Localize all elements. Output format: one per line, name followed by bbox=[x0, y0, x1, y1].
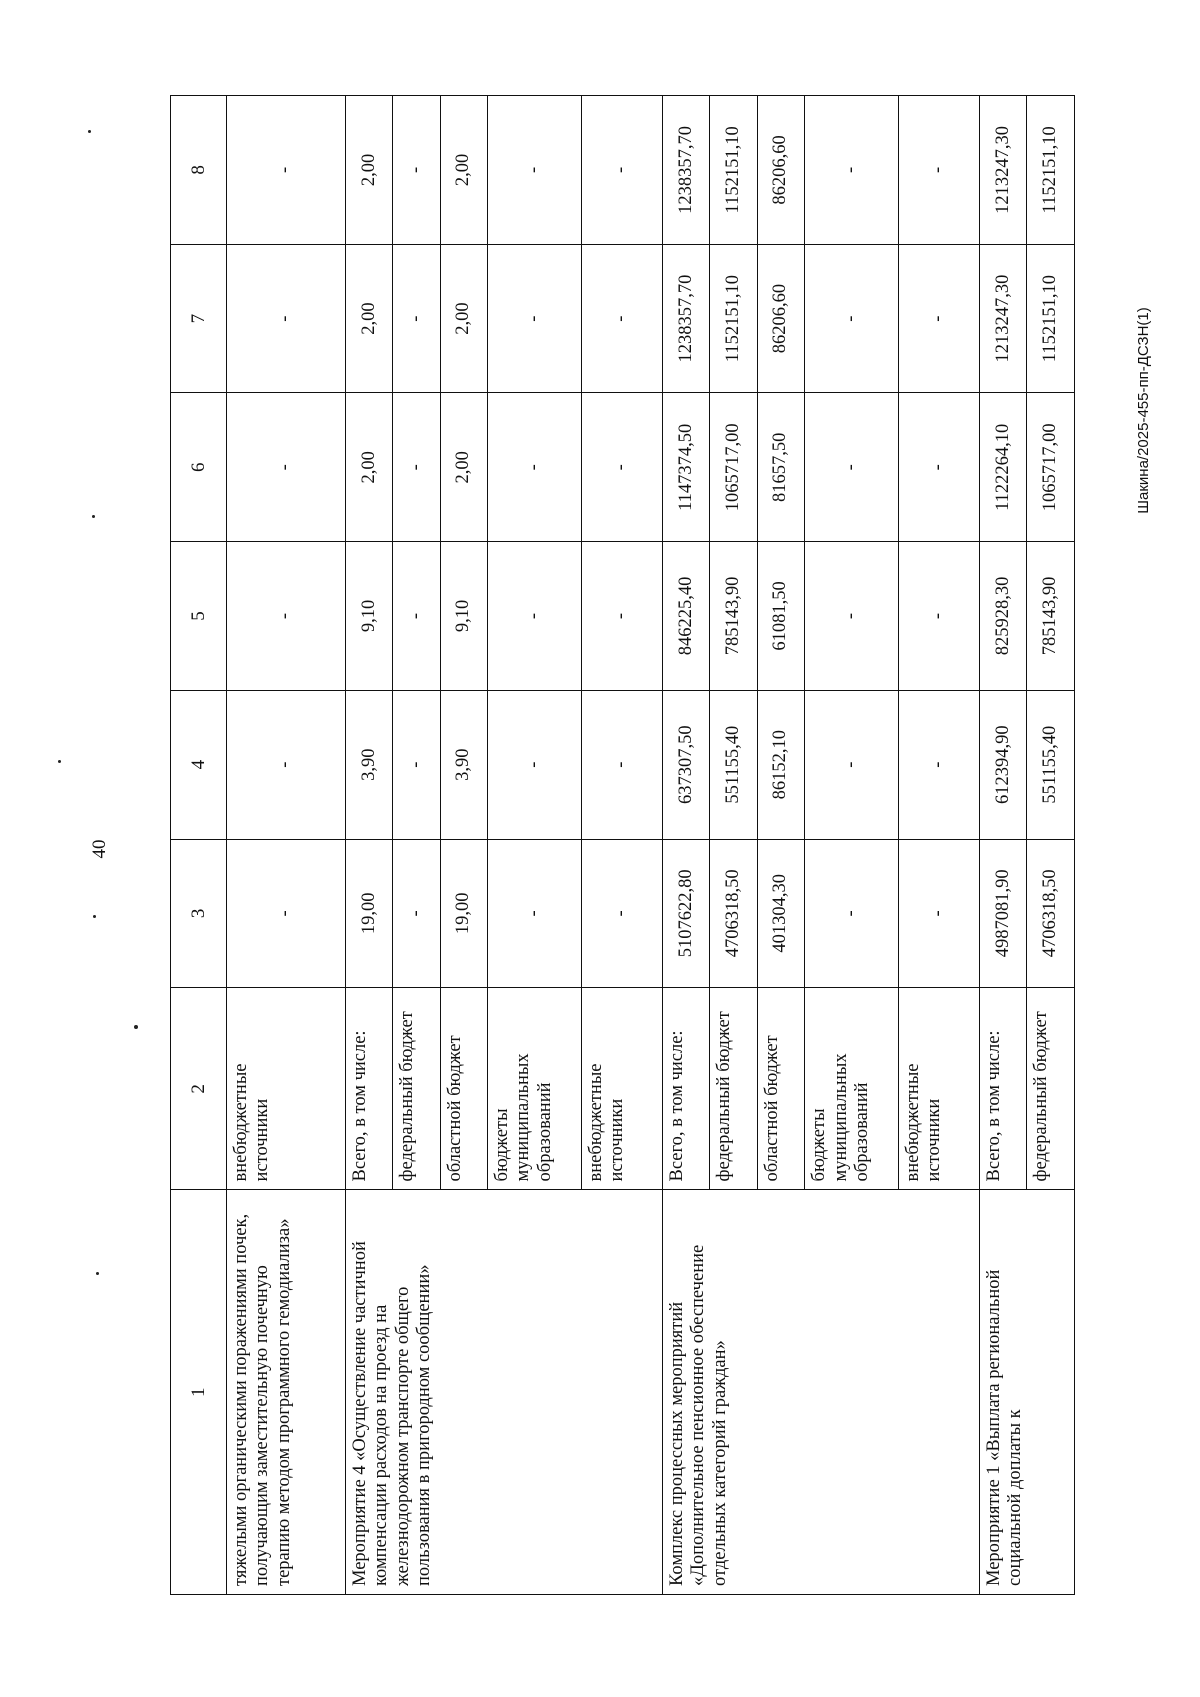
scan-speck bbox=[92, 515, 95, 518]
value-cell: 86206,60 bbox=[757, 96, 804, 245]
column-header: 2 bbox=[171, 988, 227, 1190]
funding-source-cell: федеральный бюджет bbox=[710, 988, 757, 1190]
value-cell: - bbox=[581, 393, 662, 542]
value-cell: - bbox=[898, 690, 979, 839]
funding-source-cell: внебюджетные источники bbox=[227, 988, 346, 1190]
value-cell: 2,00 bbox=[440, 393, 487, 542]
scan-speck bbox=[88, 130, 91, 133]
value-cell: - bbox=[393, 393, 440, 542]
value-cell: 825928,30 bbox=[980, 542, 1027, 691]
value-cell: 3,90 bbox=[440, 690, 487, 839]
funding-source-cell: федеральный бюджет bbox=[393, 988, 440, 1190]
table-row bbox=[346, 96, 393, 1595]
value-cell: 785143,90 bbox=[1027, 542, 1075, 691]
value-cell: - bbox=[581, 542, 662, 691]
value-cell: - bbox=[898, 96, 979, 245]
value-cell: - bbox=[227, 542, 346, 691]
value-cell: 19,00 bbox=[346, 839, 393, 988]
value-cell: 2,00 bbox=[346, 393, 393, 542]
program-name-cell: Мероприятие 1 «Выплата региональной социальной доплаты к bbox=[980, 1190, 1075, 1595]
column-header: 7 bbox=[171, 244, 227, 393]
value-cell: 1065717,00 bbox=[710, 393, 757, 542]
value-cell: - bbox=[805, 244, 899, 393]
column-header: 3 bbox=[171, 839, 227, 988]
value-cell: 1152151,10 bbox=[710, 96, 757, 245]
value-cell: - bbox=[581, 244, 662, 393]
value-cell: 551155,40 bbox=[710, 690, 757, 839]
value-cell: 1152151,10 bbox=[1027, 96, 1075, 245]
value-cell: - bbox=[898, 542, 979, 691]
value-cell: - bbox=[227, 393, 346, 542]
value-cell: 9,10 bbox=[346, 542, 393, 691]
value-cell: - bbox=[393, 244, 440, 393]
scan-speck bbox=[96, 1272, 99, 1275]
value-cell: 1152151,10 bbox=[710, 244, 757, 393]
funding-source-cell: внебюджетные источники bbox=[898, 988, 979, 1190]
value-cell: 4706318,50 bbox=[710, 839, 757, 988]
value-cell: 785143,90 bbox=[710, 542, 757, 691]
funding-source-cell: Всего, в том числе: bbox=[663, 988, 710, 1190]
value-cell: - bbox=[805, 542, 899, 691]
table-row bbox=[227, 96, 346, 1595]
column-header: 8 bbox=[171, 96, 227, 245]
value-cell: 61081,50 bbox=[757, 542, 804, 691]
value-cell: - bbox=[898, 839, 979, 988]
table-row bbox=[980, 96, 1027, 1595]
value-cell: 637307,50 bbox=[663, 690, 710, 839]
page-number: 40 bbox=[89, 839, 110, 859]
value-cell: 9,10 bbox=[440, 542, 487, 691]
value-cell: 2,00 bbox=[346, 244, 393, 393]
value-cell: - bbox=[488, 690, 582, 839]
budget-table bbox=[170, 95, 1075, 1595]
value-cell: 1147374,50 bbox=[663, 393, 710, 542]
value-cell: - bbox=[898, 244, 979, 393]
value-cell: - bbox=[581, 690, 662, 839]
value-cell: - bbox=[488, 839, 582, 988]
value-cell: - bbox=[227, 690, 346, 839]
table-container bbox=[170, 95, 1075, 1595]
scan-speck bbox=[93, 915, 96, 918]
value-cell: 1213247,30 bbox=[980, 244, 1027, 393]
value-cell: - bbox=[227, 96, 346, 245]
value-cell: 3,90 bbox=[346, 690, 393, 839]
value-cell: - bbox=[393, 690, 440, 839]
value-cell: - bbox=[227, 244, 346, 393]
value-cell: 86152,10 bbox=[757, 690, 804, 839]
funding-source-cell: Всего, в том числе: bbox=[980, 988, 1027, 1190]
value-cell: - bbox=[488, 393, 582, 542]
funding-source-cell: областной бюджет bbox=[440, 988, 487, 1190]
value-cell: 1238357,70 bbox=[663, 244, 710, 393]
value-cell: 551155,40 bbox=[1027, 690, 1075, 839]
scan-speck bbox=[134, 1025, 138, 1029]
value-cell: - bbox=[898, 393, 979, 542]
value-cell: 401304,30 bbox=[757, 839, 804, 988]
value-cell: - bbox=[581, 839, 662, 988]
funding-source-cell: бюджеты муниципальных образований bbox=[805, 988, 899, 1190]
value-cell: - bbox=[805, 839, 899, 988]
rotated-table-frame bbox=[170, 95, 1075, 1595]
value-cell: 2,00 bbox=[440, 244, 487, 393]
footer-code bbox=[1119, 190, 1167, 630]
value-cell: 1213247,30 bbox=[980, 96, 1027, 245]
value-cell: - bbox=[227, 839, 346, 988]
value-cell: 4706318,50 bbox=[1027, 839, 1075, 988]
value-cell: - bbox=[488, 96, 582, 245]
value-cell: - bbox=[393, 542, 440, 691]
header-row bbox=[171, 96, 227, 1595]
value-cell: - bbox=[805, 393, 899, 542]
funding-source-cell: федеральный бюджет bbox=[1027, 988, 1075, 1190]
funding-source-cell: внебюджетные источники bbox=[581, 988, 662, 1190]
value-cell: - bbox=[393, 96, 440, 245]
value-cell: - bbox=[393, 839, 440, 988]
value-cell: 846225,40 bbox=[663, 542, 710, 691]
value-cell: 81657,50 bbox=[757, 393, 804, 542]
value-cell: 19,00 bbox=[440, 839, 487, 988]
value-cell: 2,00 bbox=[440, 96, 487, 245]
footer-code-text: Шакина/2025-455-пп-ДСЗН(1) bbox=[1134, 306, 1152, 514]
value-cell: 1065717,00 bbox=[1027, 393, 1075, 542]
value-cell: 4987081,90 bbox=[980, 839, 1027, 988]
value-cell: - bbox=[488, 244, 582, 393]
column-header: 6 bbox=[171, 393, 227, 542]
funding-source-cell: бюджеты муниципальных образований bbox=[488, 988, 582, 1190]
program-name-cell: Мероприятие 4 «Осуществление частичной компенсации расходов на проезд на железнодорожном транспорте общего пользования в пригородном сообщении» bbox=[346, 1190, 663, 1595]
value-cell: - bbox=[581, 96, 662, 245]
value-cell: - bbox=[805, 690, 899, 839]
table-row bbox=[663, 96, 710, 1595]
program-name-cell: Комплекс процессных мероприятий «Дополнительное пенсионное обеспечение отдельных категорий граждан» bbox=[663, 1190, 980, 1595]
column-header: 4 bbox=[171, 690, 227, 839]
value-cell: 86206,60 bbox=[757, 244, 804, 393]
program-name-cell: тяжелыми органическими поражениями почек, получающим заместительную почечную терапию методом программного гемодиализа» bbox=[227, 1190, 346, 1595]
funding-source-cell: областной бюджет bbox=[757, 988, 804, 1190]
value-cell: 1122264,10 bbox=[980, 393, 1027, 542]
value-cell: 2,00 bbox=[346, 96, 393, 245]
column-header: 1 bbox=[171, 1190, 227, 1595]
scan-speck bbox=[58, 760, 61, 763]
funding-source-cell: Всего, в том числе: bbox=[346, 988, 393, 1190]
value-cell: 612394,90 bbox=[980, 690, 1027, 839]
value-cell: - bbox=[488, 542, 582, 691]
value-cell: - bbox=[805, 96, 899, 245]
value-cell: 5107622,80 bbox=[663, 839, 710, 988]
value-cell: 1238357,70 bbox=[663, 96, 710, 245]
column-header: 5 bbox=[171, 542, 227, 691]
value-cell: 1152151,10 bbox=[1027, 244, 1075, 393]
